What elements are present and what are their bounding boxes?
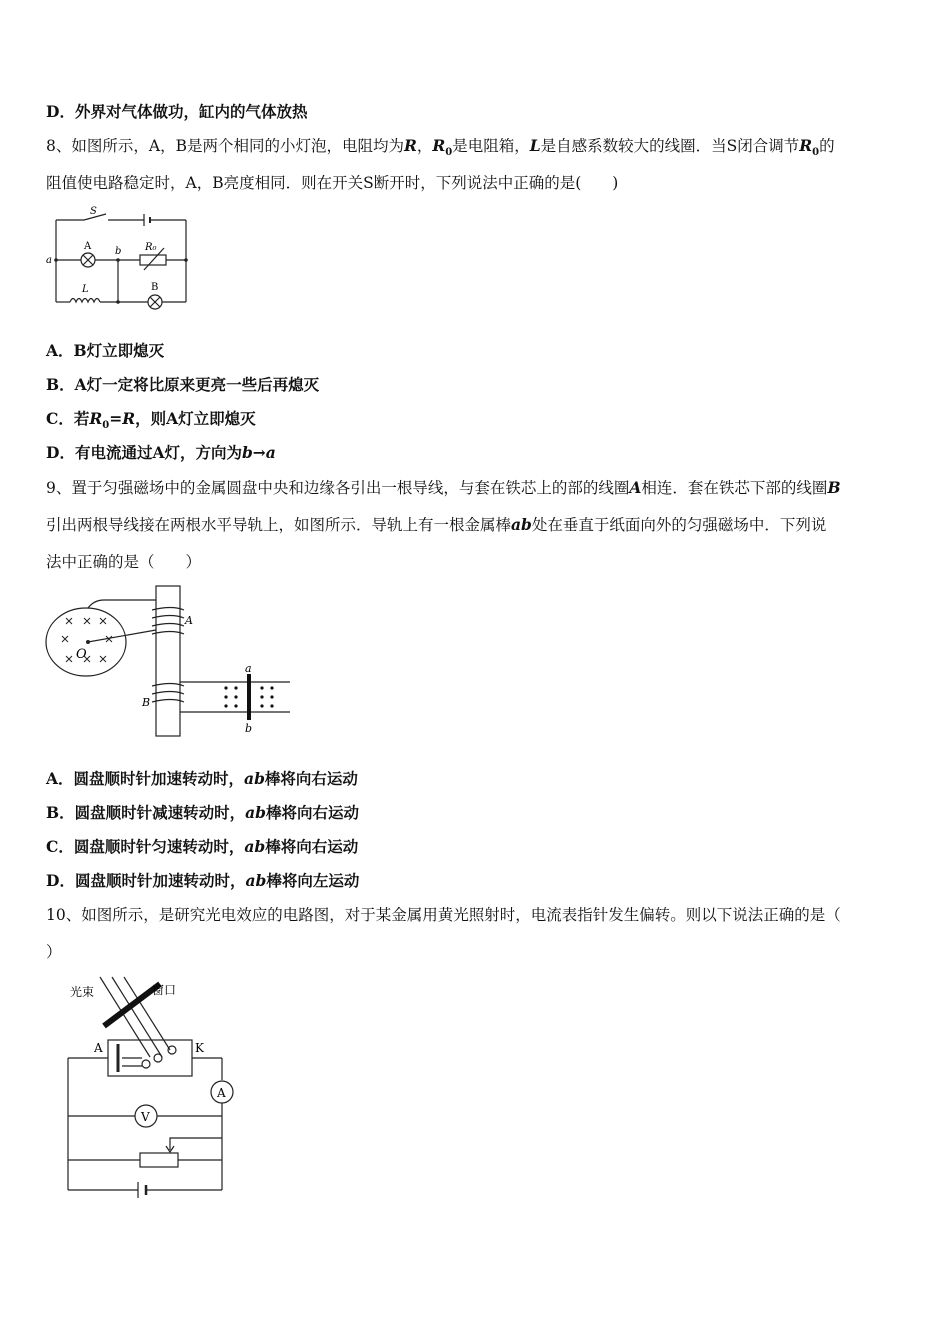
fig-label-a-terminal: A — [94, 1041, 103, 1055]
fig-label-k-terminal: K — [195, 1041, 204, 1055]
q9-stem-line2: 引出两根导线接在两根水平导轨上，如图所示．导轨上有一根金属棒ab处在垂直于纸面向外的匀强磁场中．下列说 — [46, 515, 827, 534]
fig-label-coil-b: B — [142, 696, 151, 709]
q8-stem-line2: 阻值使电路稳定时，A，B亮度相同．则在开关S断开时，下列说法中正确的是( ) — [46, 174, 619, 192]
disk-field-crosses — [62, 618, 112, 662]
fig-label-voltmeter: V — [141, 1110, 150, 1124]
q10-stem-line1: 10、如图所示，是研究光电效应的电路图，对于某金属用黄光照射时，电流表指针发生偏转。则以下说法正确的是（ — [46, 906, 841, 924]
fig-label-window: 窗口 — [152, 983, 177, 997]
q8-stem-line1: 8、如图所示，A，B是两个相同的小灯泡，电阻均为R，$R_0$是电阻箱，L是自感系数较大的线圈．当S闭合调节$R_0$的 — [46, 136, 835, 159]
fig-label-rod-b: b — [245, 722, 253, 735]
q8-option-a: A．B灯立即熄灭 — [46, 341, 165, 360]
fig-label-a-lamp: A — [84, 241, 92, 252]
fig-label-a-node: a — [46, 255, 52, 266]
fig-label-center-o: O — [76, 647, 87, 662]
q9-option-c: C．圆盘顺时针匀速转动时，ab棒将向右运动 — [46, 837, 359, 856]
q9-stem-line3: 法中正确的是（ ） — [46, 553, 202, 571]
fig-label-s: S — [90, 206, 97, 217]
fig-label-ammeter: A — [217, 1086, 226, 1100]
q8-option-d: D．有电流通过A灯，方向为b→a — [46, 443, 276, 462]
q9-stem-line1: 9、置于匀强磁场中的金属圆盘中央和边缘各引出一根导线，与套在铁芯上的部的线圈A相连．套在铁芯下部的线圈B — [46, 478, 841, 497]
q8-option-b: B．A灯一定将比原来更亮一些后再熄灭 — [46, 375, 320, 394]
q9-option-d: D．圆盘顺时针加速转动时，ab棒将向左运动 — [46, 871, 360, 890]
q10-stem-line2: ） — [46, 943, 62, 961]
q10-photoelectric-figure — [60, 972, 240, 1202]
q9-option-a: A．圆盘顺时针加速转动时，ab棒将向右运动 — [46, 769, 358, 788]
fig-label-b-node: b — [115, 246, 122, 257]
q8-option-c: C．若$R_0=R$，则A灯立即熄灭 — [46, 409, 256, 432]
fig-label-beam: 光束 — [70, 985, 95, 999]
q7-option-d: D．外界对气体做功，缸内的气体放热 — [46, 102, 308, 121]
fig-label-r0: R₀ — [145, 242, 157, 253]
fig-label-coil-a: A — [185, 614, 193, 627]
fig-label-b-lamp: B — [151, 282, 159, 293]
q9-option-b: B．圆盘顺时针减速转动时，ab棒将向右运动 — [46, 803, 360, 822]
fig-label-rod-a: a — [245, 662, 252, 675]
q9-disk-coil-figure — [44, 582, 294, 738]
fig-label-l: L — [82, 284, 89, 295]
q8-circuit-figure — [44, 202, 194, 312]
